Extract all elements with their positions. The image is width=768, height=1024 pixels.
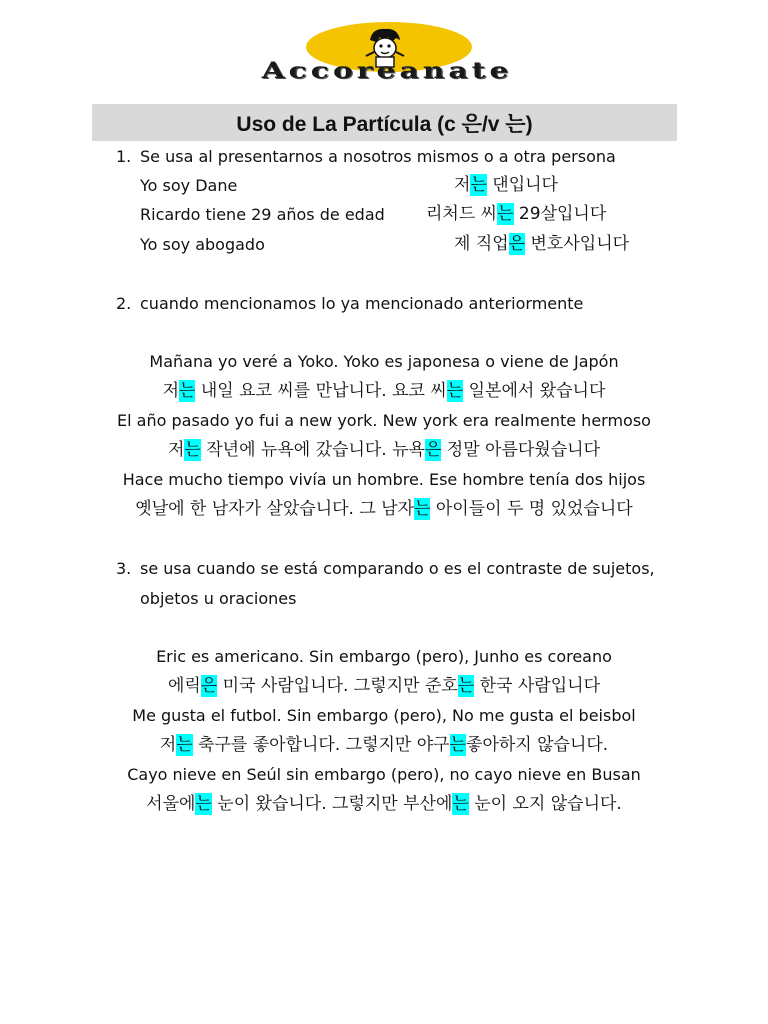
korean-text-segment: 서울에 <box>146 794 196 814</box>
section-3-es-3: Cayo nieve en Seúl sin embargo (pero), no cayo nieve en Busan <box>127 765 641 784</box>
korean-text-segment: 한국 사람입니다 <box>474 676 600 696</box>
korean-text-segment: 미국 사람입니다. 그렇지만 준호 <box>217 676 458 696</box>
section-2-heading: cuando mencionamos lo ya mencionado anteriormente <box>140 294 584 313</box>
section-1-heading: Se usa al presentarnos a nosotros mismos o a otra persona <box>140 147 616 166</box>
korean-text-segment: 축구를 좋아합니다. 그렇지만 야구 <box>192 735 450 755</box>
korean-text-segment: 댄입니다 <box>486 175 558 195</box>
korean-text-segment: 내일 요코 씨를 만납니다. 요코 씨 <box>195 381 447 401</box>
section-3-es-2: Me gusta el futbol. Sin embargo (pero), No me gusta el beisbol <box>132 706 636 725</box>
particle-highlight: 는 <box>184 440 201 460</box>
page-title: Uso de La Partícula (c 은/v 는) <box>236 112 533 136</box>
section-2-ko-1 <box>0 380 768 402</box>
particle-highlight: 는 <box>195 794 212 814</box>
section-3-es-1: Eric es americano. Sin embargo (pero), Junho es coreano <box>156 647 612 666</box>
particle-highlight: 은 <box>200 676 218 696</box>
particle-highlight: 은 <box>508 234 526 254</box>
korean-text-segment: 옛날에 한 남자가 살았습니다. 그 남자 <box>135 499 415 519</box>
particle-highlight: 는 <box>497 204 514 224</box>
particle-highlight: 는 <box>176 735 193 755</box>
korean-text-segment: 눈이 오지 않습니다. <box>468 794 622 814</box>
section-2-number: 2. <box>116 294 132 313</box>
korean-text-segment: 저 <box>454 175 471 195</box>
korean-text-segment: 변호사입니다 <box>525 234 630 254</box>
section-2-es-3: Hace mucho tiempo vivía un hombre. Ese hombre tenía dos hijos <box>122 470 646 489</box>
korean-text-segment: 리처드 씨 <box>426 204 498 224</box>
section-2-es-1: Mañana yo veré a Yoko. Yoko es japonesa o viene de Japón <box>149 352 619 371</box>
section-1-ko-3 <box>454 233 629 255</box>
particle-highlight: 는 <box>446 381 464 401</box>
logo <box>234 22 540 84</box>
section-3-number: 3. <box>116 559 132 578</box>
korean-text-segment: 눈이 왔습니다. 그렇지만 부산에 <box>211 794 453 814</box>
korean-text-segment: 아이들이 두 명 있었습니다 <box>430 499 633 519</box>
korean-text-segment: 작년에 뉴욕에 갔습니다. 뉴욕 <box>200 440 425 460</box>
section-1-ko-1 <box>454 174 558 196</box>
korean-text-segment: 에릭 <box>167 676 201 696</box>
korean-text-segment: 저 <box>159 735 177 755</box>
section-1-ko-2 <box>426 203 606 225</box>
korean-text-segment: 저 <box>162 381 180 401</box>
section-3-ko-2 <box>0 734 768 756</box>
section-3-ko-1 <box>0 675 768 697</box>
section-2-ko-2 <box>0 439 768 461</box>
particle-highlight: 는 <box>457 676 475 696</box>
korean-text-segment: 제 직업 <box>454 234 509 254</box>
section-3-heading-2: objetos u oraciones <box>140 589 297 608</box>
korean-text-segment: 29살입니다 <box>513 204 607 224</box>
particle-highlight: 는 <box>414 499 431 519</box>
section-2-es-2: El año pasado yo fui a new york. New york era realmente hermoso <box>117 411 651 430</box>
particle-highlight: 는 <box>179 381 196 401</box>
korean-text-segment: 일본에서 왔습니다 <box>463 381 606 401</box>
section-1-es-2: Ricardo tiene 29 años de edad <box>140 205 385 224</box>
korean-text-segment: 좋아하지 않습니다. <box>466 735 609 755</box>
particle-highlight: 는 <box>452 794 469 814</box>
particle-highlight: 은 <box>424 440 442 460</box>
title-bar <box>92 104 677 141</box>
logo-text: Accoreanate <box>261 58 513 84</box>
section-1-es-3: Yo soy abogado <box>140 235 265 254</box>
korean-text-segment: 정말 아름다웠습니다 <box>441 440 600 460</box>
korean-text-segment: 저 <box>167 440 185 460</box>
section-2-ko-3 <box>0 498 768 520</box>
section-3-heading-1: se usa cuando se está comparando o es el contraste de sujetos, <box>140 559 655 578</box>
section-1-es-1: Yo soy Dane <box>140 176 238 195</box>
particle-highlight: 는 <box>449 735 467 755</box>
section-1-number: 1. <box>116 147 132 166</box>
section-3-ko-3 <box>0 793 768 815</box>
particle-highlight: 는 <box>470 175 487 195</box>
